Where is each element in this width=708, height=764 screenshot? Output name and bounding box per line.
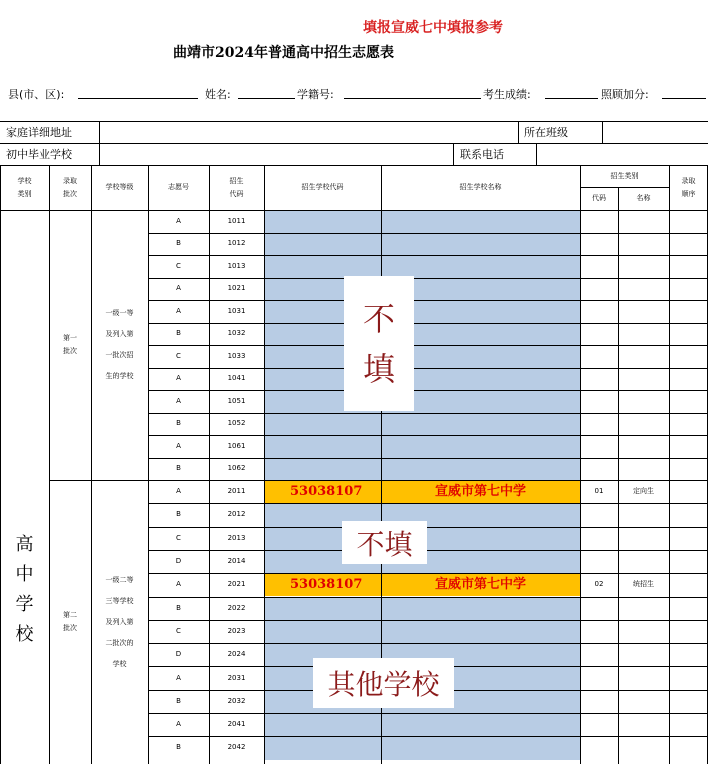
batch2-grade: 一级二等 三等学校 及列入第 二批次的 学校 (105, 575, 134, 668)
batch2-row-volunteer: B (176, 743, 181, 752)
batch1-row-volunteer: C (176, 261, 181, 270)
batch2-row-school-name-field[interactable] (382, 714, 580, 736)
batch1-row-code: 1051 (227, 396, 246, 405)
batch2-row-code: 2013 (227, 533, 246, 542)
batch1-row-code: 1041 (227, 374, 246, 383)
batch2-row-volunteer: A (176, 580, 181, 589)
bonus-label: 照顾加分: (601, 88, 649, 101)
batch2-row-volunteer: A (176, 487, 181, 496)
header-cat-name: 名称 (636, 194, 651, 202)
header-cat-code: 代码 (592, 194, 606, 202)
batch2-label: 第二 批次 (63, 611, 77, 632)
batch2-row-volunteer: A (176, 673, 181, 682)
batch1-row-code: 1062 (227, 464, 246, 473)
batch1-grade: 一级一等 及列入第 一批次招 生的学校 (105, 309, 134, 380)
batch1-row-code: 1013 (227, 261, 246, 270)
no-fill-overlay-1: 不 填 (344, 276, 414, 411)
batch2-row-school-code-field[interactable] (265, 737, 381, 759)
batch1-row-school-code-field[interactable] (265, 459, 381, 481)
batch1-row-school-code-field[interactable] (265, 414, 381, 436)
reference-note: 填报宣威七中填报参考 (363, 20, 503, 36)
batch2-row-school-code-field[interactable] (265, 621, 381, 643)
batch2-row-code: 2012 (227, 510, 246, 519)
batch2-row-code: 2023 (227, 626, 246, 635)
batch1-row-code: 1021 (227, 284, 246, 293)
batch1-row-volunteer: A (176, 284, 181, 293)
batch2-row-school-name-field[interactable] (382, 737, 580, 759)
middle-school-label: 初中毕业学校 (6, 148, 72, 161)
batch1-row-code: 1033 (227, 351, 246, 360)
batch1-row-volunteer: A (176, 374, 181, 383)
batch1-row-code: 1031 (227, 306, 246, 315)
batch2-row-volunteer: D (175, 557, 182, 566)
batch1-row-school-name-field[interactable] (382, 436, 580, 458)
batch1-label: 第一 批次 (63, 334, 77, 355)
address-label: 家庭详细地址 (6, 126, 72, 139)
batch1-row-school-code-field[interactable] (265, 256, 381, 278)
batch2-row-code: 2031 (227, 673, 246, 682)
batch2-row-school-code-value: 53038107 (290, 484, 363, 500)
batch1-row-school-name-field[interactable] (382, 459, 580, 481)
batch1-row-code: 1012 (227, 239, 246, 248)
batch2-row-volunteer: C (176, 626, 181, 635)
header-school-type: 学校 类别 (17, 176, 32, 198)
batch1-row-school-code-field[interactable] (265, 436, 381, 458)
student-id-label: 学籍号: (297, 88, 334, 101)
batch2-row-school-name-field[interactable] (382, 621, 580, 643)
no-fill-overlay-2: 不填 (342, 521, 427, 564)
batch2-row-code: 2022 (227, 603, 246, 612)
batch2-row-code: 2032 (227, 696, 246, 705)
batch2-row-code: 2041 (227, 720, 246, 729)
batch2-row-code: 2014 (227, 557, 246, 566)
header-school-name: 招生学校名称 (459, 183, 502, 191)
header-category: 招生类别 (610, 171, 639, 180)
batch2-row-school-name-field[interactable] (382, 598, 580, 620)
batch2-row-cat-name-value: 定向生 (633, 487, 654, 496)
batch2-row-school-code-field[interactable] (265, 598, 381, 620)
name-label: 姓名: (205, 88, 231, 101)
batch2-row-volunteer: B (176, 603, 181, 612)
batch2-row-code: 2024 (227, 650, 246, 659)
batch1-row-volunteer: A (176, 441, 181, 450)
school-type-label: 高 中 学 校 (15, 534, 34, 645)
class-label: 所在班级 (524, 126, 568, 139)
page-title: 曲靖市2024年普通高中招生志愿表 (173, 45, 394, 61)
batch1-row-code: 1052 (227, 419, 246, 428)
batch2-row-school-name-value: 宣威市第七中学 (434, 484, 526, 500)
phone-label: 联系电话 (460, 148, 504, 161)
batch2-row-volunteer: B (176, 510, 181, 519)
batch2-row-school-name-value: 宣威市第七中学 (434, 577, 526, 593)
batch1-row-school-code-field[interactable] (265, 234, 381, 256)
batch1-row-volunteer: A (176, 306, 181, 315)
batch2-row-school-code-value: 53038107 (290, 577, 363, 593)
header-school-code: 招生学校代码 (301, 183, 344, 191)
batch1-row-school-name-field[interactable] (382, 256, 580, 278)
header-grade: 学校等级 (105, 183, 134, 191)
batch2-row-school-code-field[interactable] (265, 714, 381, 736)
batch1-row-volunteer: B (176, 464, 181, 473)
batch2-row-cat-code-value: 02 (594, 580, 604, 589)
header-volunteer: 志愿号 (168, 183, 189, 191)
batch2-row-code: 2021 (227, 580, 246, 589)
batch2-row-code: 2011 (227, 487, 246, 496)
batch1-row-school-name-field[interactable] (382, 414, 580, 436)
county-label: 县(市、区): (8, 88, 65, 101)
batch1-row-volunteer: B (176, 239, 181, 248)
grid-line (618, 187, 619, 764)
batch1-row-volunteer: C (176, 351, 181, 360)
batch1-row-code: 1032 (227, 329, 246, 338)
batch2-row-cat-name-value: 统招生 (633, 580, 654, 589)
batch1-row-volunteer: A (176, 396, 181, 405)
other-schools-overlay: 其他学校 (313, 658, 454, 708)
batch2-row-code: 2042 (227, 743, 246, 752)
batch1-row-volunteer: A (176, 216, 181, 225)
batch1-row-code: 1061 (227, 441, 246, 450)
batch1-row-school-code-field[interactable] (265, 211, 381, 233)
batch2-row-cat-code-value: 01 (594, 487, 604, 496)
batch1-row-school-name-field[interactable] (382, 234, 580, 256)
batch1-row-code: 1011 (227, 216, 246, 225)
header-batch: 录取 批次 (63, 176, 77, 198)
batch2-row-volunteer: D (175, 650, 182, 659)
batch1-row-school-name-field[interactable] (382, 211, 580, 233)
batch1-row-volunteer: B (176, 329, 181, 338)
batch2-row-volunteer: B (176, 696, 181, 705)
batch2-row-volunteer: C (176, 533, 181, 542)
batch2-row-volunteer: A (176, 720, 181, 729)
header-code: 招生 代码 (229, 176, 244, 198)
header-order: 录取 顺序 (681, 176, 696, 198)
score-label: 考生成绩: (483, 88, 531, 101)
batch1-row-volunteer: B (176, 419, 181, 428)
